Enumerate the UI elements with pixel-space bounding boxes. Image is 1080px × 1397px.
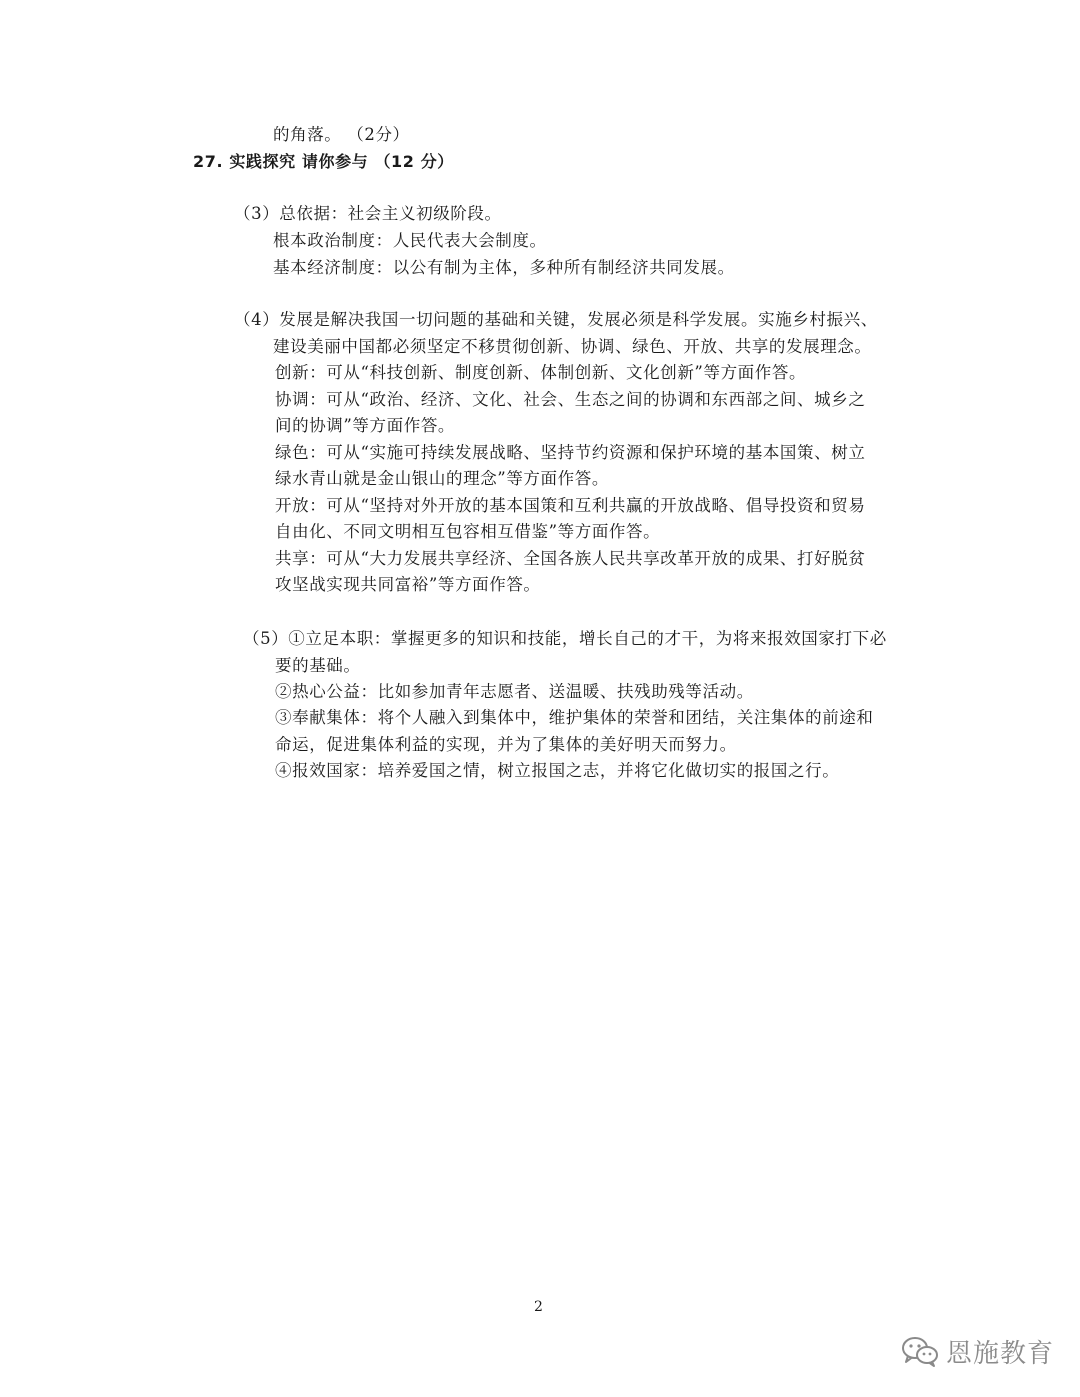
answer-4-sharing-2: 攻坚战实现共同富裕”等方面作答。 bbox=[275, 575, 541, 594]
answer-4-green-2: 绿水青山就是金山银山的理念”等方面作答。 bbox=[275, 469, 609, 488]
question-27-heading: 27. 实践探究 请你参与 （12 分） bbox=[193, 152, 454, 171]
answer-3-line-2: 根本政治制度：人民代表大会制度。 bbox=[273, 231, 547, 250]
answer-5-public-welfare: ②热心公益：比如参加青年志愿者、送温暖、扶残助残等活动。 bbox=[275, 682, 754, 701]
wechat-icon bbox=[900, 1334, 940, 1368]
watermark-text: 恩施教育 bbox=[946, 1338, 1055, 1369]
answer-4-line-1: （4）发展是解决我国一切问题的基础和关键，发展必须是科学发展。实施乡村振兴、 bbox=[234, 310, 878, 329]
watermark bbox=[900, 1331, 1054, 1371]
answer-3-line-3: 基本经济制度：以公有制为主体，多种所有制经济共同发展。 bbox=[273, 258, 735, 277]
answer-5-country: ④报效国家：培养爱国之情，树立报国之志，并将它化做切实的报国之行。 bbox=[275, 761, 840, 780]
answer-4-coordination-1: 协调：可从“政治、经济、文化、社会、生态之间的协调和东西部之间、城乡之 bbox=[275, 390, 866, 409]
answer-5-line-2: 要的基础。 bbox=[275, 656, 361, 675]
answer-4-green-1: 绿色：可从“实施可持续发展战略、坚持节约资源和保护环境的基本国策、树立 bbox=[275, 443, 866, 462]
answer-5-line-1: （5）①立足本职：掌握更多的知识和技能，增长自己的才干，为将来报效国家打下必 bbox=[243, 629, 887, 648]
answer-4-opening-1: 开放：可从“坚持对外开放的基本国策和互利共赢的开放战略、倡导投资和贸易 bbox=[275, 496, 866, 515]
answer-4-coordination-2: 间的协调”等方面作答。 bbox=[275, 416, 456, 435]
answer-5-collective-1: ③奉献集体：将个人融入到集体中，维护集体的荣誉和团结，关注集体的前途和 bbox=[275, 708, 874, 727]
answer-3-line-1: （3）总依据：社会主义初级阶段。 bbox=[234, 204, 502, 223]
page-number: 2 bbox=[534, 1299, 543, 1315]
answer-4-line-2: 建设美丽中国都必须坚定不移贯彻创新、协调、绿色、开放、共享的发展理念。 bbox=[273, 337, 872, 356]
text-line-continuation: 的角落。 （2分） bbox=[273, 125, 410, 144]
answer-5-collective-2: 命运，促进集体利益的实现，并为了集体的美好明天而努力。 bbox=[275, 735, 737, 754]
answer-4-innovation: 创新：可从“科技创新、制度创新、体制创新、文化创新”等方面作答。 bbox=[275, 363, 807, 382]
answer-4-sharing-1: 共享：可从“大力发展共享经济、全国各族人民共享改革开放的成果、打好脱贫 bbox=[275, 549, 866, 568]
answer-4-opening-2: 自由化、不同文明相互包容相互借鉴”等方面作答。 bbox=[275, 522, 661, 541]
